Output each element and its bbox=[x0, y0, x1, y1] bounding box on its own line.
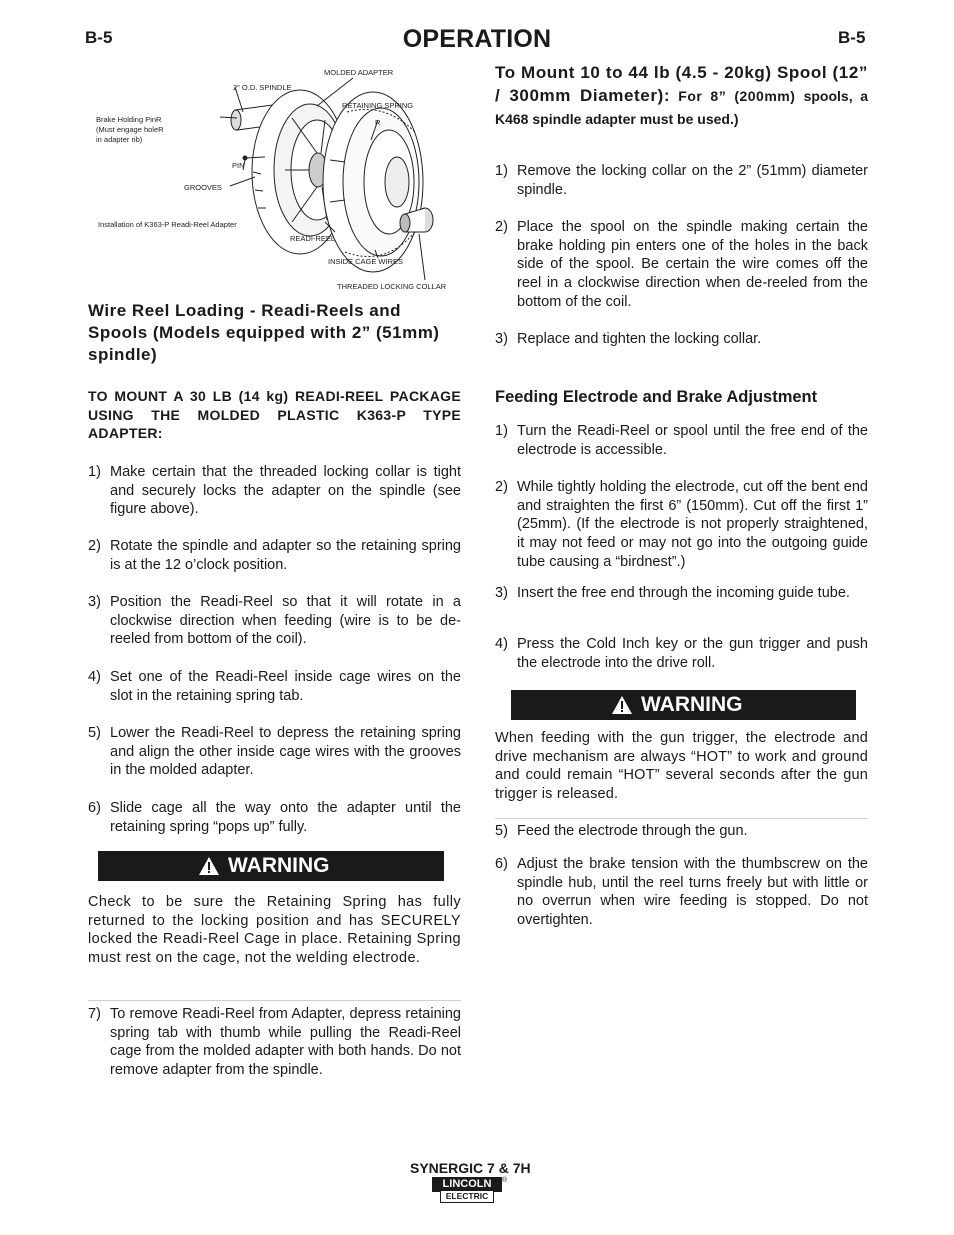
list-item bbox=[495, 218, 868, 312]
page-code-right: B-5 bbox=[838, 28, 866, 47]
logo-bottom-text: ELECTRIC bbox=[440, 1190, 494, 1203]
list-item bbox=[88, 724, 461, 780]
list-item bbox=[495, 422, 868, 459]
list-item bbox=[495, 162, 868, 199]
step-text: Rotate the spindle and adapter so the retaining spring is at the 12 o’clock position. bbox=[110, 538, 461, 573]
step-text: Replace and tighten the locking collar. bbox=[517, 331, 762, 347]
step-number: 1) bbox=[495, 163, 508, 179]
warning-label: WARNING bbox=[228, 854, 330, 877]
label-grooves: GROOVES bbox=[184, 183, 222, 192]
step-text: Remove the locking collar on the 2” (51mm) diameter spindle. bbox=[517, 163, 868, 198]
mount-note-b: spools, a K468 spindle adapter must be used.) bbox=[495, 88, 868, 127]
mount-title: To Mount 10 to 44 lb (4.5 - 20kg) Spool (12” / 300mm Diameter): bbox=[495, 63, 868, 105]
section-title-feeding: Feeding Electrode and Brake Adjustment bbox=[495, 388, 818, 406]
footer-model-name: SYNERGIC 7 & 7H bbox=[410, 1160, 531, 1176]
step-number: 1) bbox=[495, 423, 508, 439]
step-text: Position the Readi-Reel so that it will rotate in a clockwise direction when feeding (wire is to be de-reeled from bottom of the coil). bbox=[110, 594, 461, 648]
step-text: Adjust the brake tension with the thumbscrew on the spindle hub, until the reel turns freely but with little or no overrun when wire feeding is stopped. Do not overtighten. bbox=[517, 856, 868, 929]
warning-triangle-icon bbox=[611, 695, 633, 715]
step-number: 2) bbox=[495, 219, 508, 235]
list-item bbox=[88, 799, 461, 836]
warning-banner-right bbox=[511, 690, 856, 720]
step-text: Make certain that the threaded locking collar is tight and securely locks the adapter on the spindle (see figure above). bbox=[110, 464, 461, 518]
figure-caption: Installation of K363-P Readi-Reel Adapter bbox=[98, 220, 237, 229]
step-text: Place the spool on the spindle making certain the brake holding pin enters one of the holes in the back side of the spool. Be certain the wire comes off the reel in a clockwise direction when de-reeled from the bottom of the coil. bbox=[517, 219, 868, 310]
warning-banner-left bbox=[98, 851, 444, 881]
list-item bbox=[495, 478, 868, 572]
list-item bbox=[88, 537, 461, 574]
step-text: Feed the electrode through the gun. bbox=[517, 823, 748, 839]
label-brake-pin-1: Brake Holding PinR bbox=[96, 115, 162, 124]
step-text: Set one of the Readi-Reel inside cage wires on the slot in the retaining spring tab. bbox=[110, 669, 461, 704]
label-inside-cage-wires: INSIDE CAGE WIRES bbox=[328, 257, 404, 266]
section-title-wire-reel: Wire Reel Loading - Readi-Reels and Spools (Models equipped with 2” (51mm) spindle) bbox=[88, 301, 440, 364]
label-retaining-spring: RETAINING SPRING bbox=[342, 101, 414, 110]
list-item bbox=[88, 593, 461, 649]
divider bbox=[495, 818, 868, 819]
label-readi-reel: READI-REEL bbox=[290, 234, 336, 243]
registered-mark: ® bbox=[502, 1177, 508, 1184]
list-item bbox=[495, 635, 868, 672]
lincoln-electric-logo bbox=[432, 1177, 508, 1203]
divider bbox=[88, 1000, 461, 1001]
step-text: Turn the Readi-Reel or spool until the free end of the electrode is accessible. bbox=[517, 423, 868, 458]
list-item bbox=[88, 463, 461, 519]
step-number: 5) bbox=[495, 823, 508, 839]
step-number: 6) bbox=[88, 800, 101, 816]
step-text: To remove Readi-Reel from Adapter, depress retaining spring tab with thumb while pulling the Readi-Reel cage from the molded adapter with both hands. Do not remove adapter from the spindle. bbox=[110, 1006, 461, 1079]
list-item bbox=[88, 668, 461, 705]
step-number: 1) bbox=[88, 464, 101, 480]
label-r: R bbox=[375, 118, 381, 127]
mount-note-a: For 8” (200mm) bbox=[678, 88, 796, 104]
label-threaded-collar: THREADED LOCKING COLLAR bbox=[337, 282, 447, 291]
label-spindle: 2" O.D. SPINDLE bbox=[233, 83, 292, 92]
adapter-installation-figure bbox=[85, 62, 475, 297]
adapter-illustration bbox=[85, 62, 475, 297]
page-title: OPERATION bbox=[402, 25, 552, 53]
list-item bbox=[88, 1005, 461, 1080]
list-item bbox=[495, 330, 868, 349]
step-text: Insert the free end through the incoming guide tube. bbox=[517, 585, 850, 601]
step-number: 2) bbox=[88, 538, 101, 554]
label-pin: PIN bbox=[232, 161, 245, 170]
label-molded-adapter: MOLDED ADAPTER bbox=[324, 68, 394, 77]
step-number: 7) bbox=[88, 1006, 101, 1022]
label-brake-pin-2: (Must engage holeR bbox=[96, 125, 164, 134]
subhead-readi-reel: TO MOUNT A 30 LB (14 kg) READI-REEL PACKAGE USING THE MOLDED PLASTIC K363-P TYPE ADAPTER: bbox=[88, 388, 461, 441]
label-brake-pin-3: in adapter rib) bbox=[96, 135, 143, 144]
step-text: Press the Cold Inch key or the gun trigger and push the electrode into the drive roll. bbox=[517, 636, 868, 671]
step-number: 4) bbox=[495, 636, 508, 652]
logo-top-text: LINCOLN bbox=[432, 1177, 502, 1192]
step-text: Lower the Readi-Reel to depress the retaining spring and align the other inside cage wires with the grooves in the molded adapter. bbox=[110, 725, 461, 779]
list-item bbox=[495, 822, 868, 841]
step-number: 3) bbox=[495, 585, 508, 601]
step-number: 3) bbox=[495, 331, 508, 347]
step-number: 6) bbox=[495, 856, 508, 872]
list-item bbox=[495, 855, 868, 930]
warning-text-right: When feeding with the gun trigger, the electrode and drive mechanism are always “HOT” to work and ground and could remain “HOT” several seconds after the gun trigger is released. bbox=[495, 730, 868, 803]
list-item bbox=[495, 584, 868, 603]
warning-label: WARNING bbox=[641, 693, 743, 716]
section-title-spool-mount bbox=[495, 62, 868, 131]
step-number: 4) bbox=[88, 669, 101, 685]
step-number: 5) bbox=[88, 725, 101, 741]
page-code-left: B-5 bbox=[85, 28, 113, 47]
step-text: While tightly holding the electrode, cut off the bent end and straighten the first 6” (150mm). Cut off the first 1” (25mm). (If the electrode is not properly straightened, it may not feed or may not go into the outgoing guide tube causing a “birdnest”.) bbox=[517, 479, 868, 570]
step-number: 2) bbox=[495, 479, 508, 495]
warning-triangle-icon bbox=[198, 856, 220, 876]
warning-text-left: Check to be sure the Retaining Spring has fully returned to the locking position and has SECURELY locked the Readi-Reel Cage in place. Retaining Spring must rest on the cage, not the welding electrode. bbox=[88, 894, 461, 967]
step-number: 3) bbox=[88, 594, 101, 610]
step-text: Slide cage all the way onto the adapter until the retaining spring “pops up” fully. bbox=[110, 800, 461, 835]
